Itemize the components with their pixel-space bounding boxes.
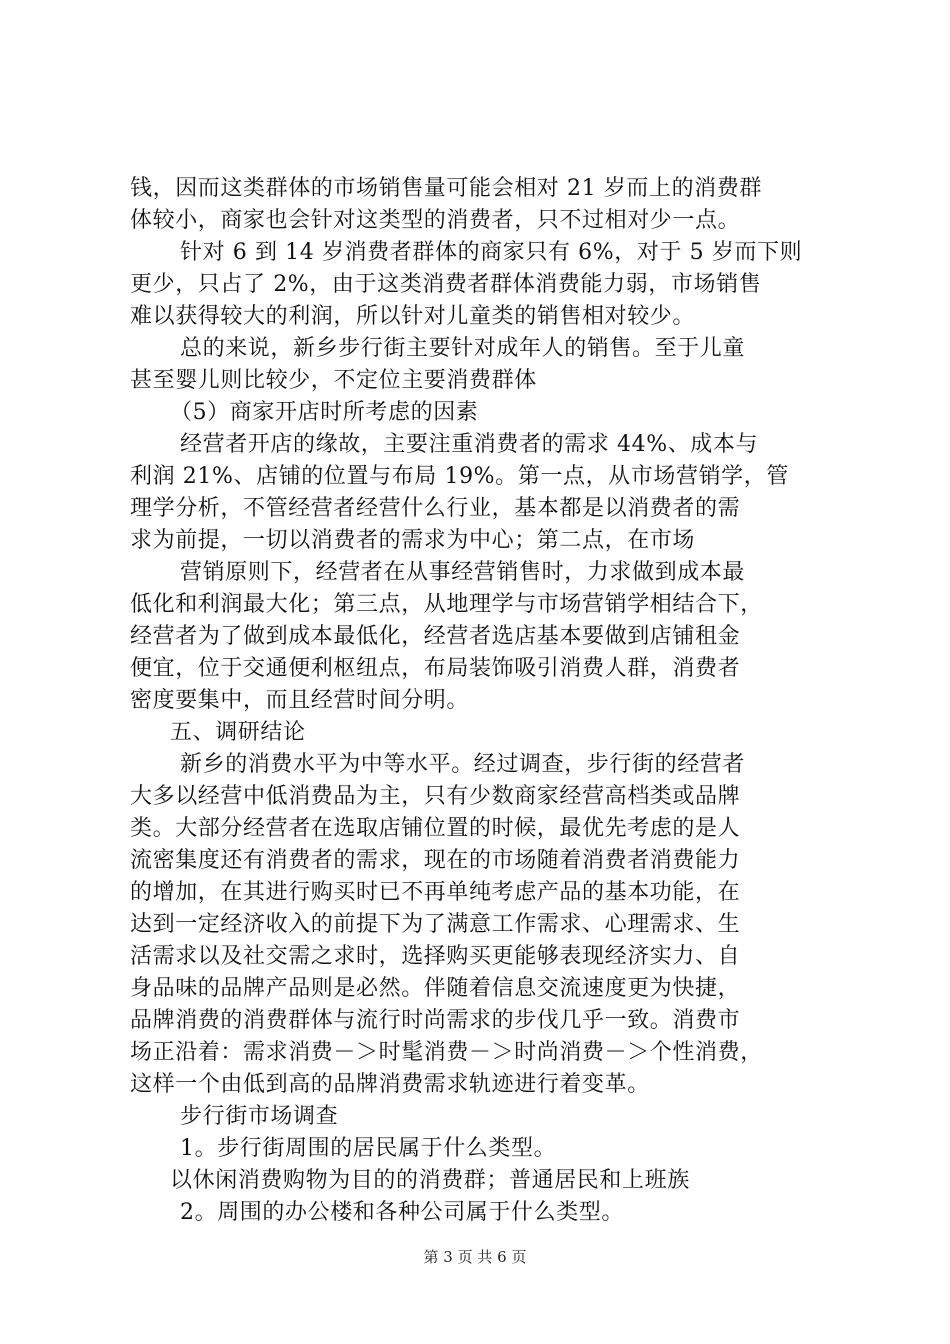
text-line: 类。大部分经营者在选取店铺位置的时候，最优先考虑的是人 [130,816,741,841]
text-line: 1。步行街周围的居民属于什么类型。 [180,1136,557,1161]
text-line: 达到一定经济收入的前提下为了满意工作需求、心理需求、生 [130,912,741,937]
text-line: 步行街市场调查 [180,1104,339,1129]
text-line: 求为前提，一切以消费者的需求为中心；第二点，在市场 [130,528,696,553]
text-line: 利润 21%、店铺的位置与布局 19%。第一点，从市场营销学，管 [130,464,789,489]
text-line: 经营者为了做到成本最低化，经营者选店基本要做到店铺租金 [130,624,741,649]
text-line: 以休闲消费购物为目的的消费群；普通居民和上班族 [170,1168,690,1193]
text-line: 活需求以及社交需之求时，选择购买更能够表现经济实力、自 [130,944,741,969]
text-line: 2。周围的办公楼和各种公司属于什么类型。 [180,1200,624,1225]
text-line: 针对 6 到 14 岁消费者群体的商家只有 6%，对于 5 岁而下则 [180,240,803,265]
document-body [130,173,830,1229]
text-line: 甚至婴儿则比较少，不定位主要消费群体 [130,368,537,393]
text-line: 的增加，在其进行购买时已不再单纯考虑产品的基本功能，在 [130,880,741,905]
text-line: 营销原则下，经营者在从事经营销售时，力求做到成本最 [180,560,746,585]
text-line: 场正沿着：需求消费－＞时髦消费－＞时尚消费－＞个性消费， [130,1040,763,1065]
text-line: 流密集度还有消费者的需求，现在的市场随着消费者消费能力 [130,848,741,873]
text-line: 五、调研结论 [170,720,306,745]
text-line: 难以获得较大的利润，所以针对儿童类的销售相对较少。 [130,304,696,329]
text-line: 低化和利润最大化；第三点，从地理学与市场营销学相结合下， [130,592,763,617]
text-line: 密度要集中，而且经营时间分明。 [130,688,470,713]
text-line: 更少，只占了 2%，由于这类消费者群体消费能力弱，市场销售 [130,272,762,297]
text-line: 大多以经营中低消费品为主，只有少数商家经营高档类或品牌 [130,784,741,809]
text-line: （5）商家开店时所考虑的因素 [170,400,479,425]
text-line: 品牌消费的消费群体与流行时尚需求的步伐几乎一致。消费市 [130,1008,741,1033]
text-line: 总的来说，新乡步行街主要针对成年人的销售。至于儿童 [180,336,746,361]
page-footer: 第 3 页 共 6 页 [423,1248,527,1266]
text-line: 这样一个由低到高的品牌消费需求轨迹进行着变革。 [130,1072,650,1097]
text-line: 身品味的品牌产品则是必然。伴随着信息交流速度更为快捷， [130,976,741,1001]
text-line: 经营者开店的缘故，主要注重消费者的需求 44%、成本与 [180,432,759,457]
text-line: 体较小，商家也会针对这类型的消费者，只不过相对少一点。 [130,208,741,233]
text-line: 理学分析，不管经营者经营什么行业，基本都是以消费者的需 [130,496,741,521]
text-line: 便宜，位于交通便利枢纽点，布局装饰吸引消费人群，消费者 [130,656,741,681]
text-line: 新乡的消费水平为中等水平。经过调查，步行街的经营者 [180,752,746,777]
text-line: 钱，因而这类群体的市场销售量可能会相对 21 岁而上的消费群 [130,176,762,201]
